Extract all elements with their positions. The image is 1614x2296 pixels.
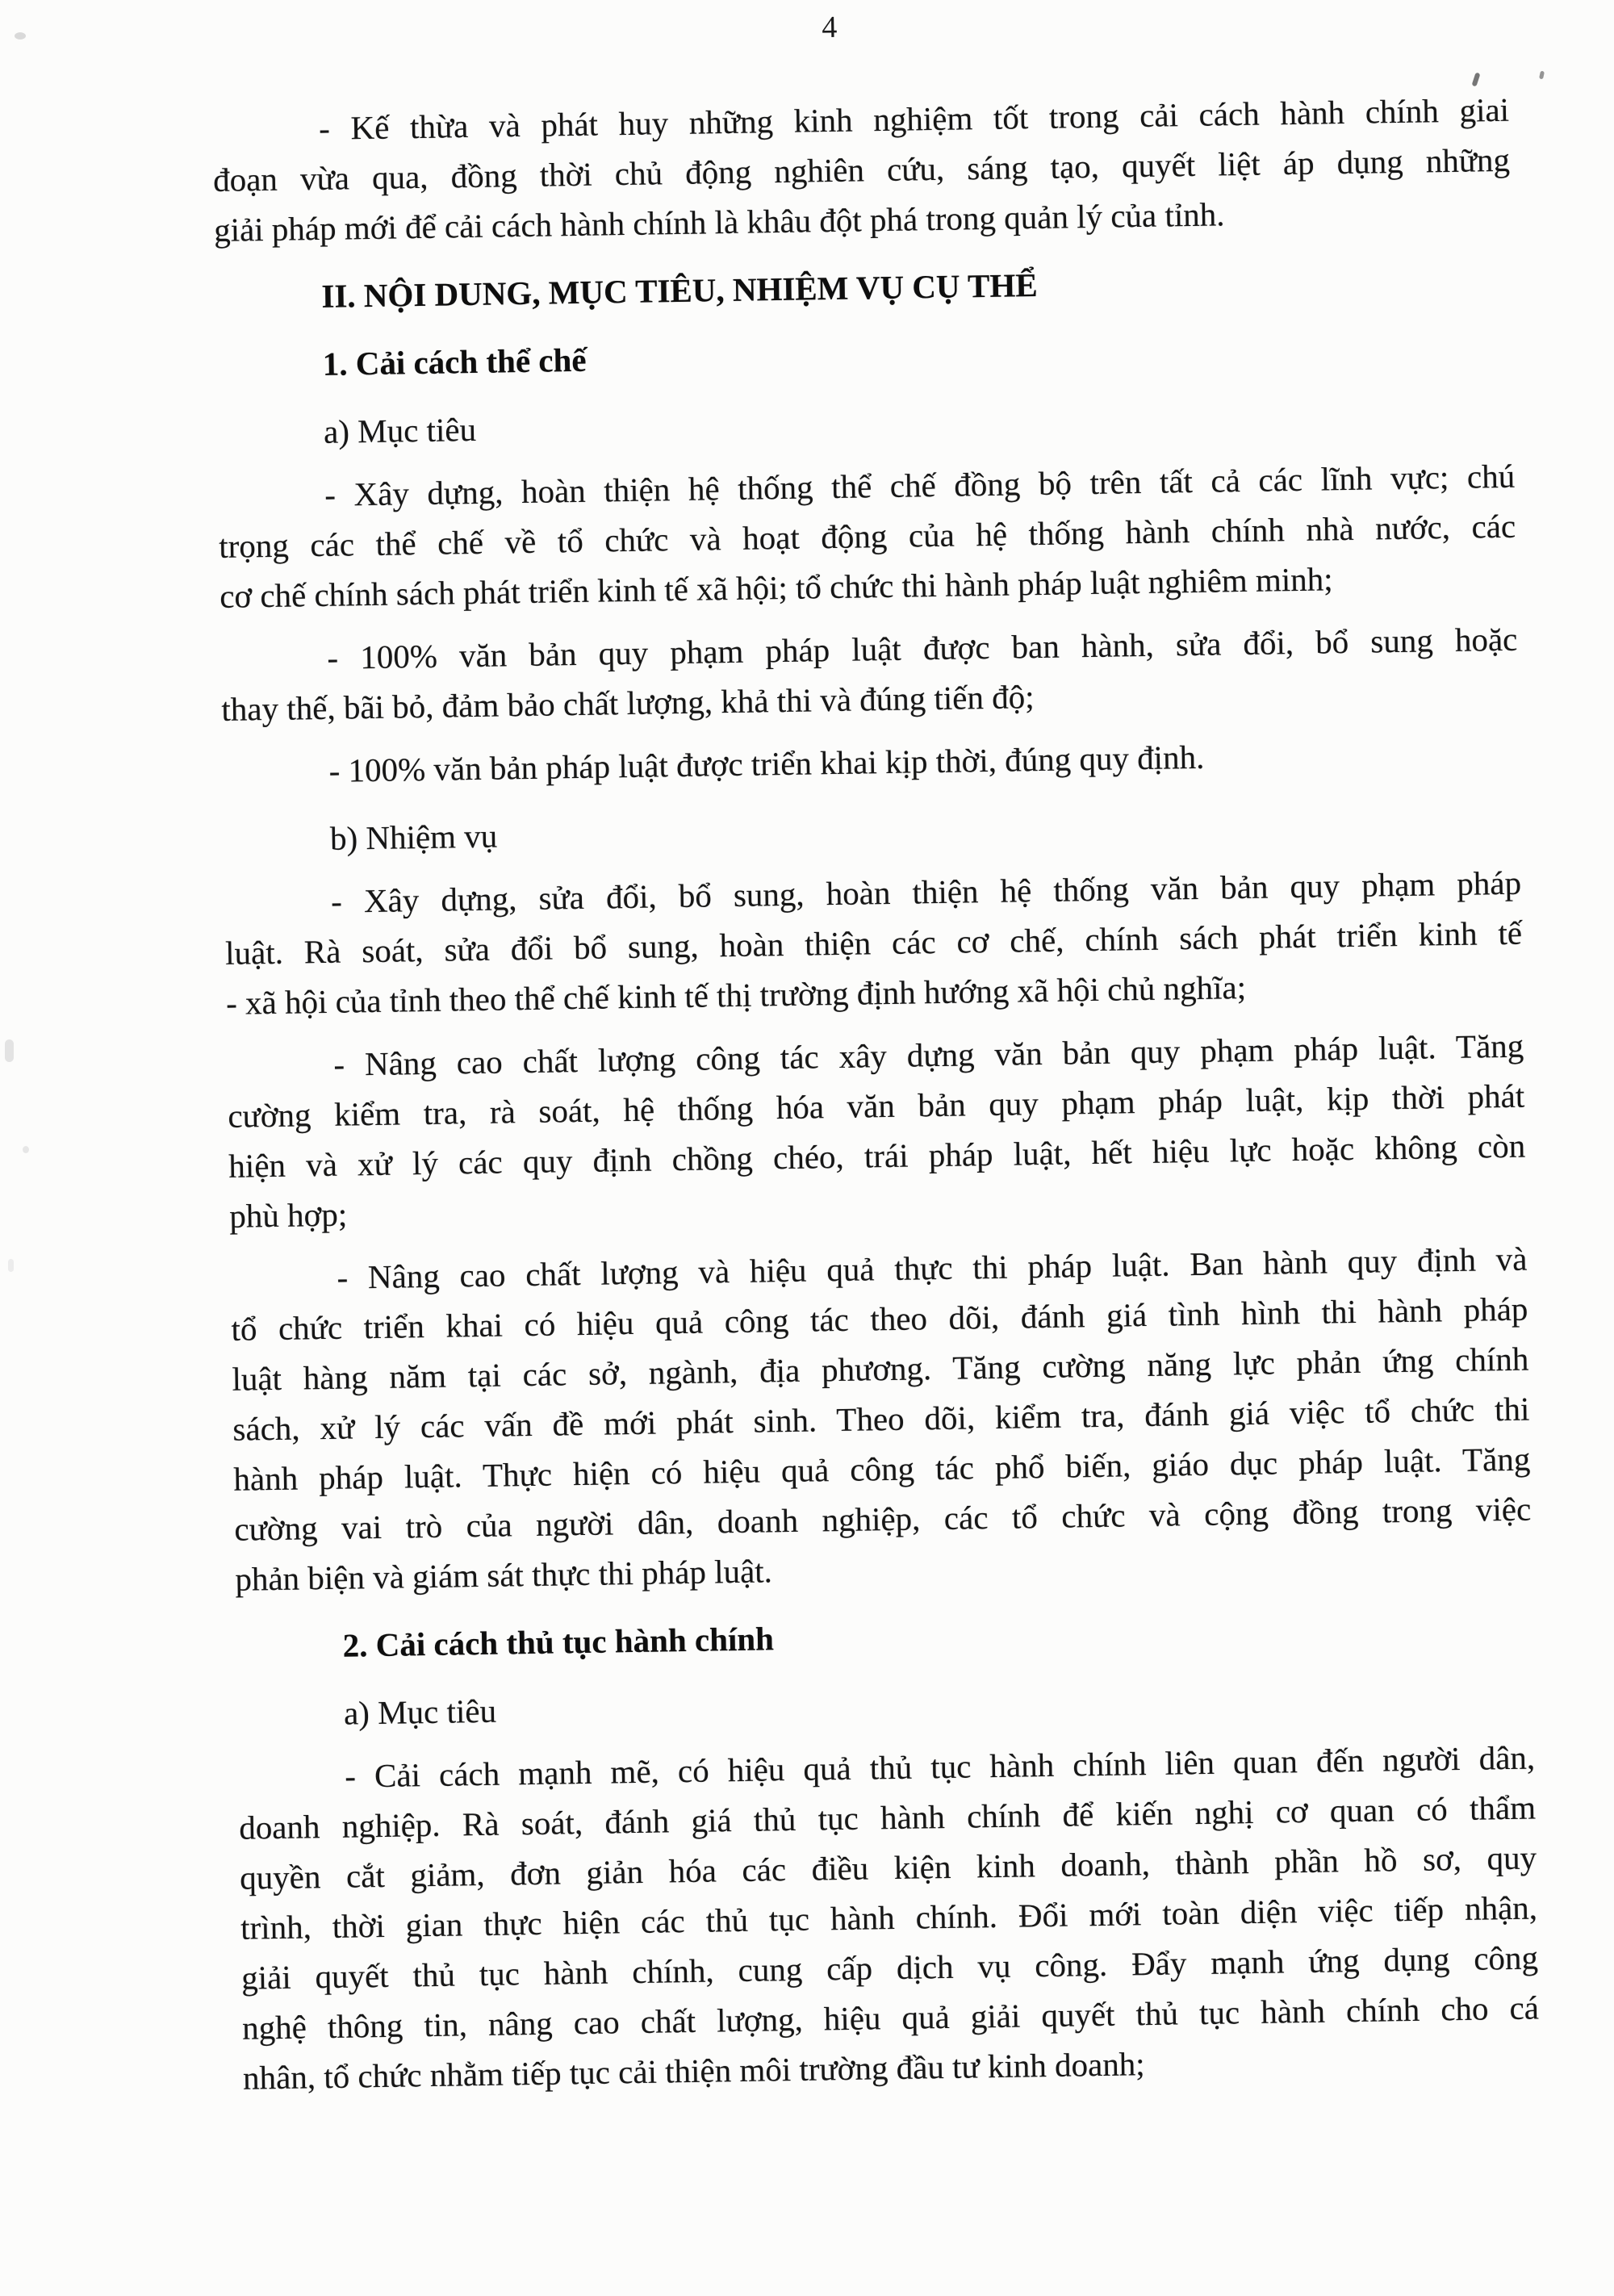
text-line: đoạn vừa qua, đồng thời chủ động nghiên cứu, sáng tạo, quyết liệt áp dụng những xyxy=(212,140,1511,199)
text-line: phản biện và giám sát thực thi pháp luật. xyxy=(235,1552,773,1598)
scan-artifact xyxy=(8,1259,14,1272)
text-line: hiện và xử lý các quy định chồng chéo, trái pháp luật, hết hiệu lực hoặc không còn xyxy=(228,1127,1526,1185)
paragraph xyxy=(218,451,1517,621)
text-line: giải pháp mới để cải cách hành chính là khâu đột phá trong quản lý của tỉnh. xyxy=(213,195,1225,249)
heading-text: 2. Cải cách thủ tục hành chính xyxy=(342,1620,775,1664)
text-line: - 100% văn bản quy phạm pháp luật được ban hành, sửa đổi, bổ sung hoặc xyxy=(327,620,1518,676)
text-line: sách, xử lý các vấn đề mới phát sinh. Theo dõi, kiểm tra, đánh giá việc tổ chức thi xyxy=(232,1390,1530,1448)
subheading-text: b) Nhiệm vụ xyxy=(329,817,498,857)
text-line: cơ chế chính sách phát triển kinh tế xã hội; tổ chức thi hành pháp luật nghiêm minh; xyxy=(219,560,1333,615)
text-line: - Cải cách mạnh mẽ, có hiệu quả thủ tục hành chính liên quan đến người dân, xyxy=(344,1738,1536,1795)
subheading-text: a) Mục tiêu xyxy=(343,1692,497,1732)
subheading-nhiem-vu xyxy=(224,795,1521,865)
text-line: nghệ thông tin, nâng cao chất lượng, hiệu quả giải quyết thủ tục hành chính cho cá xyxy=(241,1989,1540,2047)
paragraph xyxy=(220,614,1519,734)
text-line: tổ chức triển khai có hiệu quả công tác theo dõi, đánh giá tình hình thi hành pháp xyxy=(231,1290,1528,1348)
subheading-muc-tieu xyxy=(217,388,1515,458)
text-line: hành pháp luật. Thực hiện có hiệu quả công tác phổ biến, giáo dục pháp luật. Tăng xyxy=(233,1440,1531,1498)
text-line: - 100% văn bản pháp luật được triển khai kịp thời, đúng quy định. xyxy=(328,738,1205,789)
heading-text: 1. Cải cách thể chế xyxy=(322,341,587,383)
text-line: - Kế thừa và phát huy những kinh nghiệm tốt trong cải cách hành chính giai xyxy=(318,90,1510,147)
text-line: - xã hội của tỉnh theo thể chế kinh tế thị trường định hướng xã hội chủ nghĩa; xyxy=(225,968,1247,1022)
text-line: - Xây dựng, sửa đổi, bổ sung, hoàn thiện hệ thống văn bản quy phạm pháp xyxy=(330,864,1522,920)
paragraph xyxy=(238,1733,1541,2103)
paragraph xyxy=(227,1021,1527,1241)
text-line: - Nâng cao chất lượng công tác xây dựng văn bản quy phạm pháp luật. Tăng xyxy=(333,1027,1524,1083)
heading-2-cai-cach-thu-tuc-hanh-chinh xyxy=(236,1602,1533,1672)
text-line: luật. Rà soát, sửa đổi bổ sung, hoàn thiện các cơ chế, chính sách phát triển kinh tế xyxy=(224,914,1523,972)
text-line: cường kiểm tra, rà soát, hệ thống hóa văn bản quy phạm pháp luật, kịp thời phát xyxy=(228,1077,1525,1135)
scan-artifact xyxy=(5,1039,14,1062)
text-line: luật hàng năm tại các sở, ngành, địa phương. Tăng cường năng lực phản ứng chính xyxy=(232,1340,1529,1398)
text-line: phù hợp; xyxy=(228,1195,348,1235)
paragraph xyxy=(224,858,1524,1028)
page-number: 4 xyxy=(821,10,838,45)
text-line: - Nâng cao chất lượng và hiệu quả thực thi pháp luật. Ban hành quy định và xyxy=(337,1240,1528,1296)
heading-1-cai-cach-the-che xyxy=(215,320,1513,391)
document-body xyxy=(212,85,1541,2103)
text-line: quyền cắt giảm, đơn giản hóa các điều kiện kinh doanh, thành phần hồ sơ, quy xyxy=(239,1838,1537,1897)
text-line: nhân, tổ chức nhằm tiếp tục cải thiện môi trường đầu tư kinh doanh; xyxy=(242,2045,1145,2097)
heading-section-ii xyxy=(215,253,1512,323)
text-line: trọng các thể chế về tổ chức và hoạt động của hệ thống hành chính nhà nước, các xyxy=(218,507,1516,565)
subheading-text: a) Mục tiêu xyxy=(323,410,477,450)
text-line: giải quyết thủ tục hành chính, cung cấp dịch vụ công. Đẩy mạnh ứng dụng công xyxy=(240,1938,1539,1997)
heading-text: II. NỘI DUNG, MỤC TIÊU, NHIỆM VỤ CỤ THỂ xyxy=(321,266,1038,315)
subheading-muc-tieu xyxy=(237,1670,1535,1740)
text-line: thay thế, bãi bỏ, đảm bảo chất lượng, khả thi và đúng tiến độ; xyxy=(221,678,1035,728)
text-line: - Xây dựng, hoàn thiện hệ thống thể chế đồng bộ trên tất cả các lĩnh vực; chú xyxy=(324,457,1516,513)
paragraph xyxy=(212,85,1512,255)
text-line: doanh nghiệp. Rà soát, đánh giá thủ tục hành chính để kiến nghị cơ quan có thẩm xyxy=(238,1788,1537,1846)
paragraph xyxy=(222,727,1520,797)
text-line: cường vai trò của người dân, doanh nghiệp, các tổ chức và cộng đồng trong việc xyxy=(234,1490,1532,1548)
text-line: trình, thời gian thực hiện các thủ tục hành chính. Đổi mới toàn diện việc tiếp nhận, xyxy=(240,1888,1538,1947)
paragraph xyxy=(230,1234,1532,1604)
